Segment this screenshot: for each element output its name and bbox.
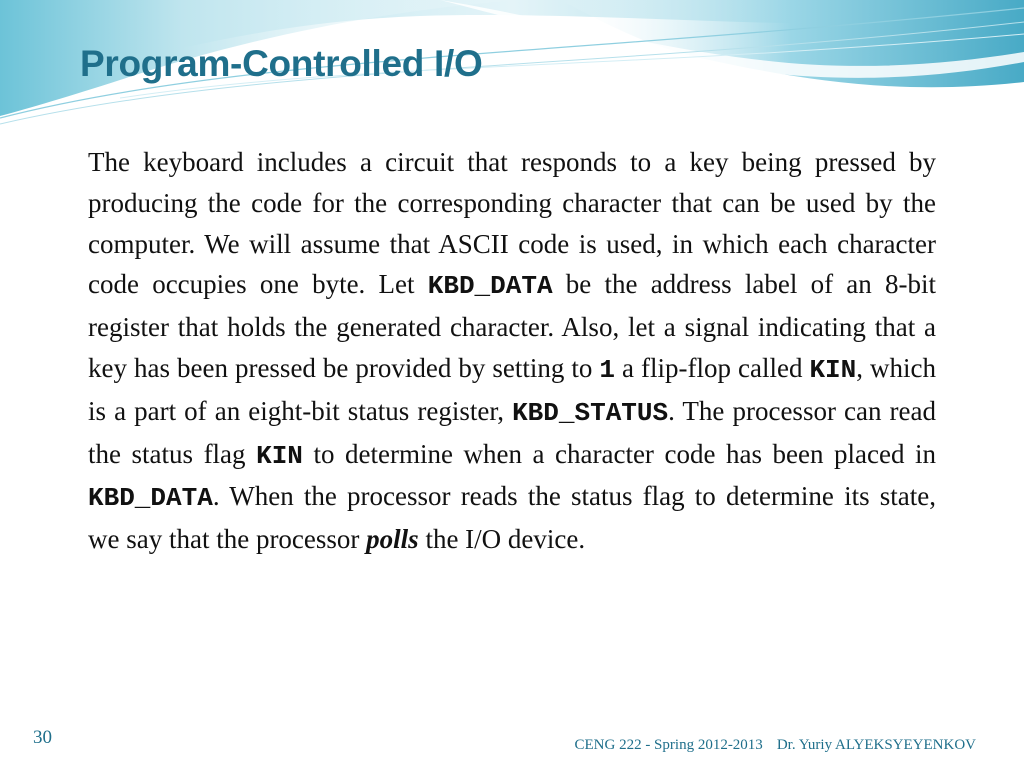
slide-number: 30 (33, 727, 52, 748)
body-text-part: to determine when a character code has been placed in (302, 438, 937, 469)
body-text-part: a flip-flop called (615, 352, 810, 383)
code-one: 1 (599, 354, 616, 385)
body-text-part: be the address label of an 8-bit register that holds the generated character. Also, let a signal indicating that a key has been pressed be provided by setting to (88, 269, 936, 383)
body-text-part: the I/O device. (418, 524, 586, 555)
slide-title: Program-Controlled I/O (80, 43, 483, 84)
footer-author: Dr. Yuriy ALYEKSYEYENKOV (776, 737, 976, 753)
body-text-part: The keyboard includes a circuit that responds to a key being pressed by producing the code for the corresponding character that can be used by the computer. We will assume that ASCII code is used, in which each character code occupies one byte. Let (88, 147, 936, 300)
footer-course: CENG 222 - Spring 2012-2013 (574, 737, 763, 753)
code-kbd-data: KBD_DATA (427, 271, 553, 302)
code-kbd-data: KBD_DATA (88, 483, 213, 514)
code-kin: KIN (809, 354, 857, 385)
body-text-part: , which is a part of an eight-bit status register, (88, 352, 937, 426)
code-kin: KIN (256, 440, 303, 471)
code-kbd-status: KBD_STATUS (512, 397, 669, 428)
emphasis-polls: polls (366, 524, 419, 555)
body-text-part: . The processor can read the status flag (88, 395, 936, 469)
slide-body-text (88, 142, 936, 560)
slide-footer (574, 737, 976, 754)
body-text-part: . When the processor reads the status flag to determine its state, we say that the processor (88, 481, 936, 555)
